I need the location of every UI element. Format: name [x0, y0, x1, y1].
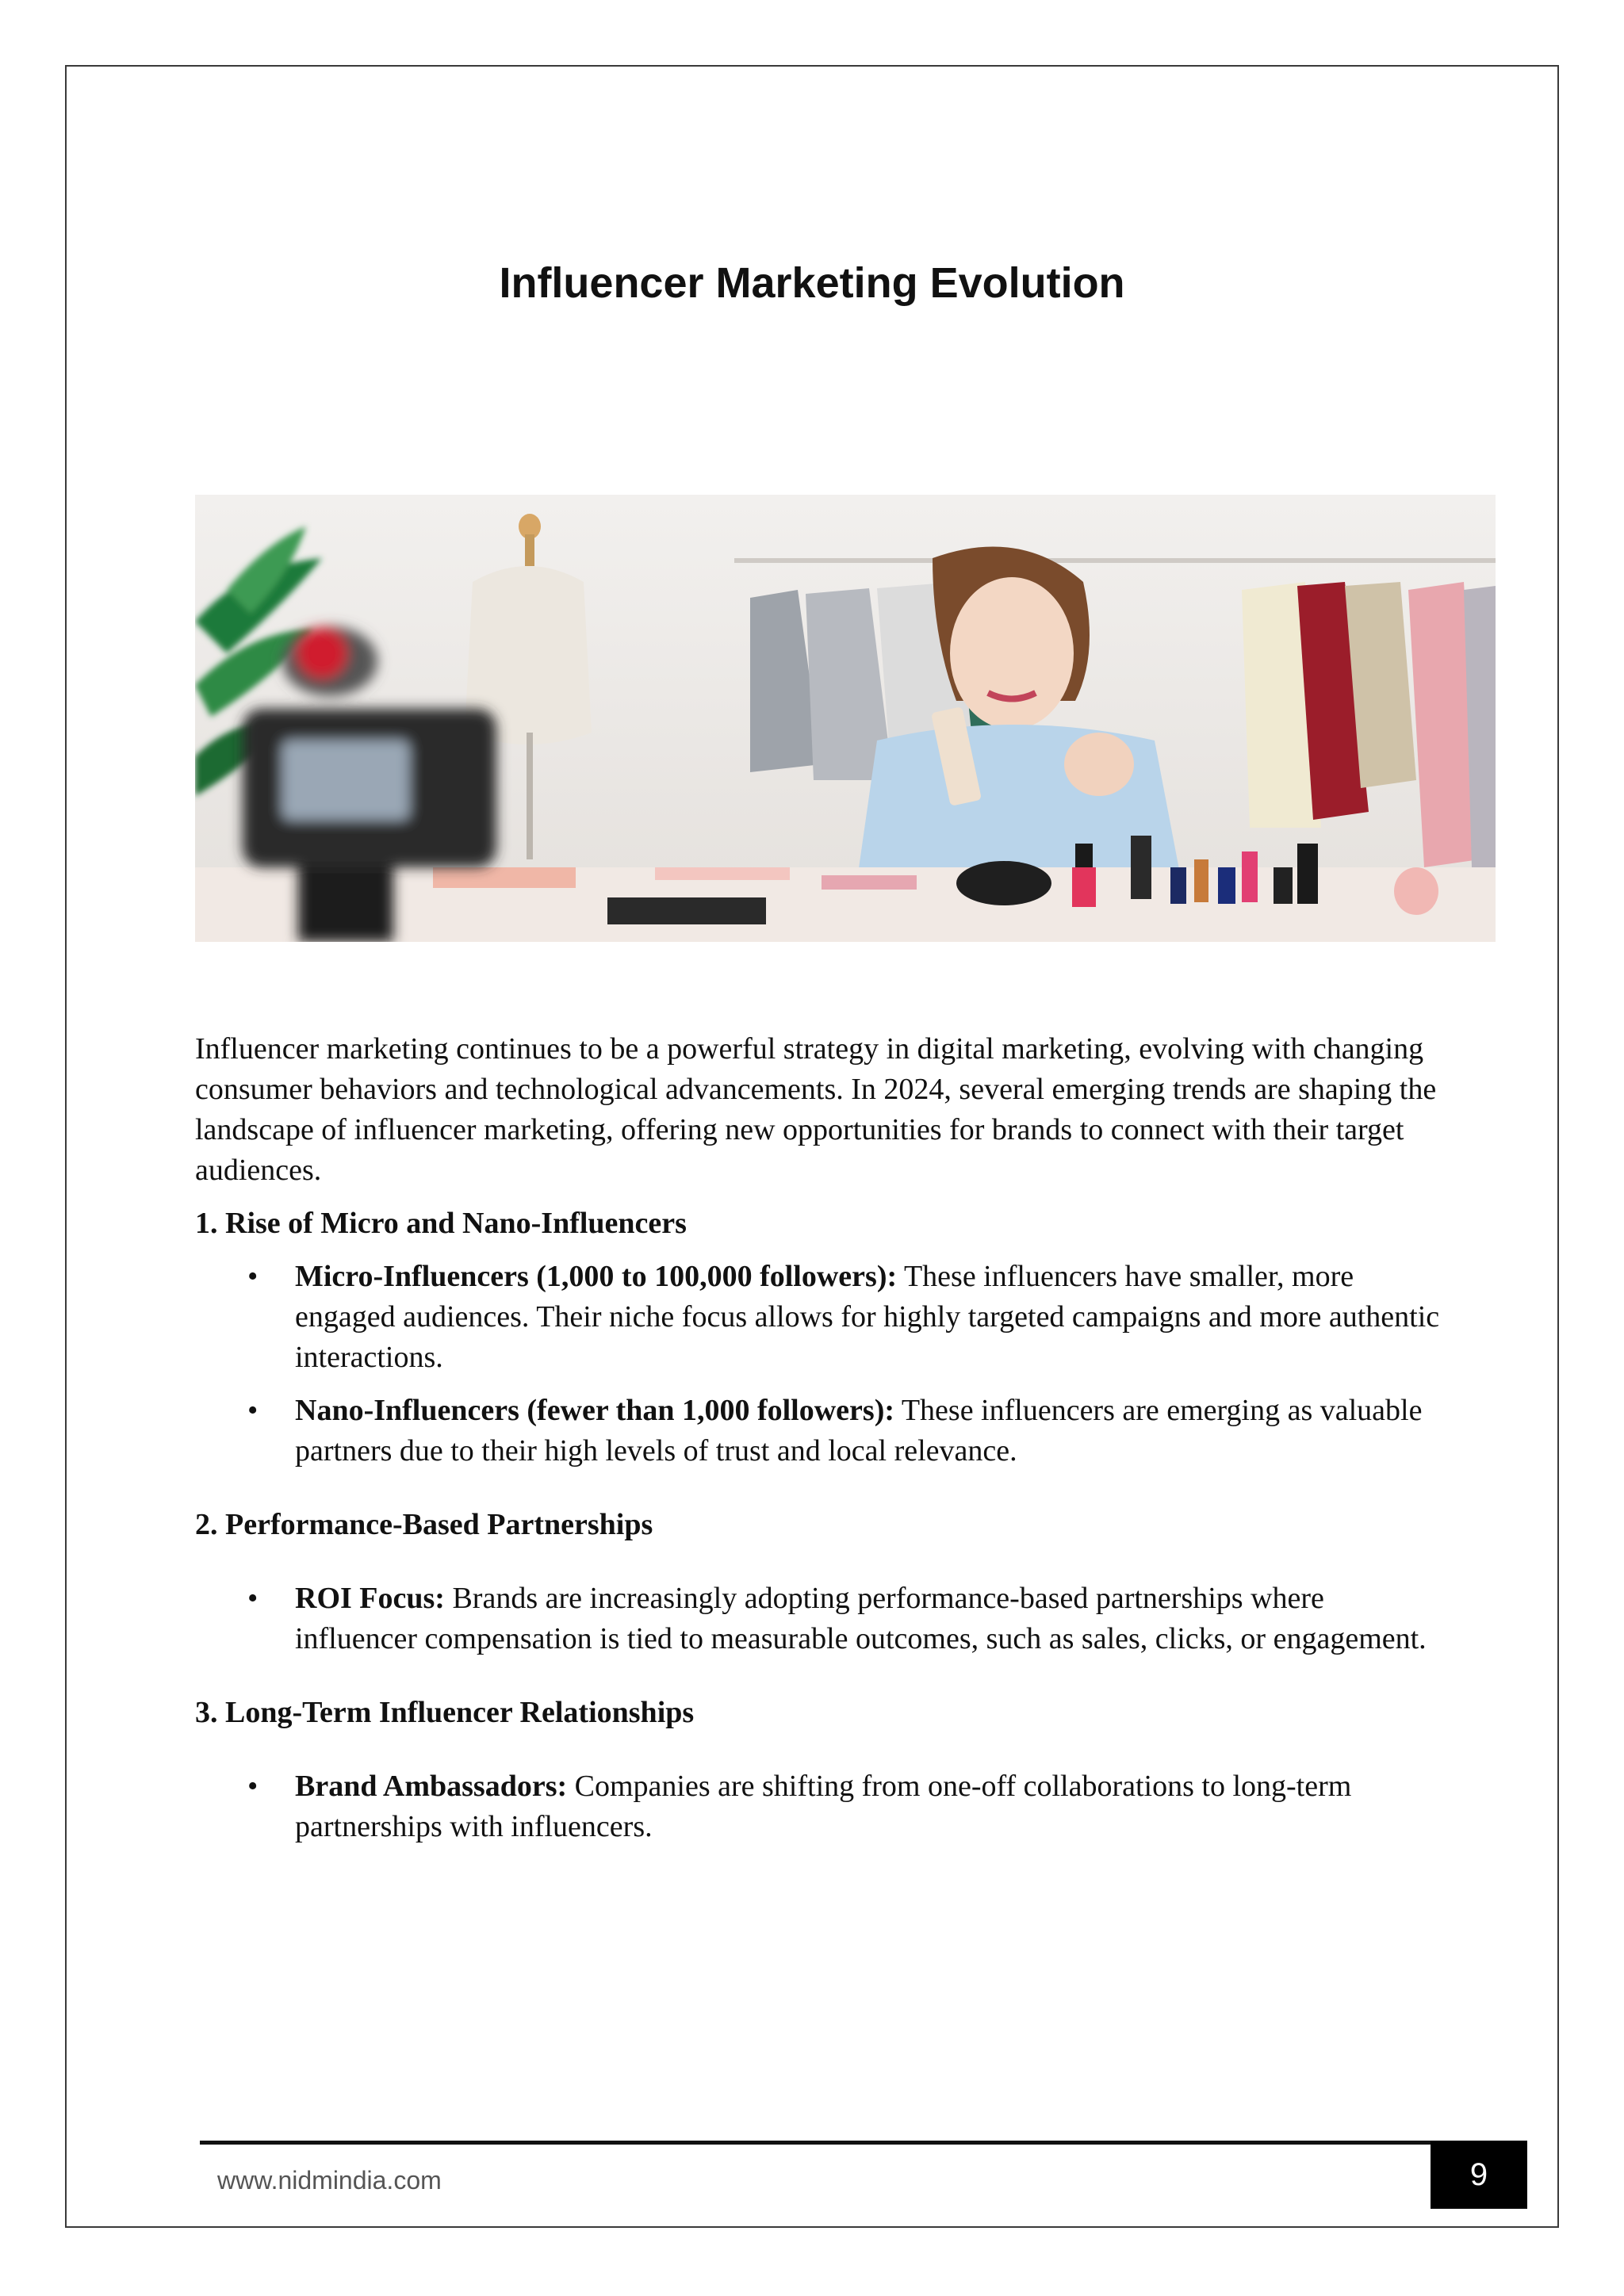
- bullet-list: [195, 1766, 1440, 1847]
- bullet-icon: •: [247, 1582, 259, 1615]
- bullet-term: Brand Ambassadors:: [295, 1770, 568, 1803]
- page-title: Influencer Marketing Evolution: [499, 259, 1125, 307]
- list-item: [195, 1578, 1440, 1659]
- bullet-list: [195, 1257, 1440, 1471]
- bullet-list: [195, 1578, 1440, 1659]
- list-item: [195, 1766, 1440, 1847]
- section-2: [195, 1505, 1440, 1659]
- bullet-term: Micro-Influencers (1,000 to 100,000 followers):: [295, 1260, 898, 1293]
- footer-website-link[interactable]: www.nidmindia.com: [217, 2166, 442, 2195]
- bullet-text: These influencers have smaller, more engaged audiences. Their niche focus allows for highly targeted campaigns and more authentic interactions.: [295, 1260, 1440, 1374]
- bullet-icon: •: [247, 1394, 259, 1427]
- section-3: [195, 1693, 1440, 1847]
- list-item: [195, 1391, 1440, 1471]
- bullet-icon: •: [247, 1770, 259, 1803]
- section-1: [195, 1203, 1440, 1471]
- section-heading: 2. Performance-Based Partnerships: [195, 1508, 653, 1541]
- bullet-icon: •: [247, 1260, 259, 1293]
- bullet-text: Brands are increasingly adopting performance-based partnerships where influencer compensation is tied to measurable outcomes, such as sales, clicks, or engagement.: [295, 1582, 1427, 1655]
- list-item: [195, 1257, 1440, 1378]
- hero-photo: [195, 495, 1496, 942]
- section-heading: 3. Long-Term Influencer Relationships: [195, 1696, 695, 1729]
- page-number: 9: [1431, 2141, 1527, 2209]
- bullet-text: Companies are shifting from one-off collaborations to long-term partnerships with influencers.: [295, 1770, 1352, 1843]
- intro-paragraph: Influencer marketing continues to be a powerful strategy in digital marketing, evolving with changing consumer behaviors and technological advancements. In 2024, several emerging trends are shaping the landscape of influencer marketing, offering new opportunities for brands to connect with their target audiences.: [195, 1032, 1437, 1187]
- bullet-text: These influencers are emerging as valuable partners due to their high levels of trust and local relevance.: [295, 1394, 1423, 1468]
- bullet-term: ROI Focus:: [295, 1582, 445, 1615]
- bullet-term: Nano-Influencers (fewer than 1,000 followers):: [295, 1394, 895, 1427]
- body-content: [195, 1029, 1440, 1847]
- section-heading: 1. Rise of Micro and Nano-Influencers: [195, 1207, 687, 1240]
- footer-divider: [200, 2141, 1431, 2145]
